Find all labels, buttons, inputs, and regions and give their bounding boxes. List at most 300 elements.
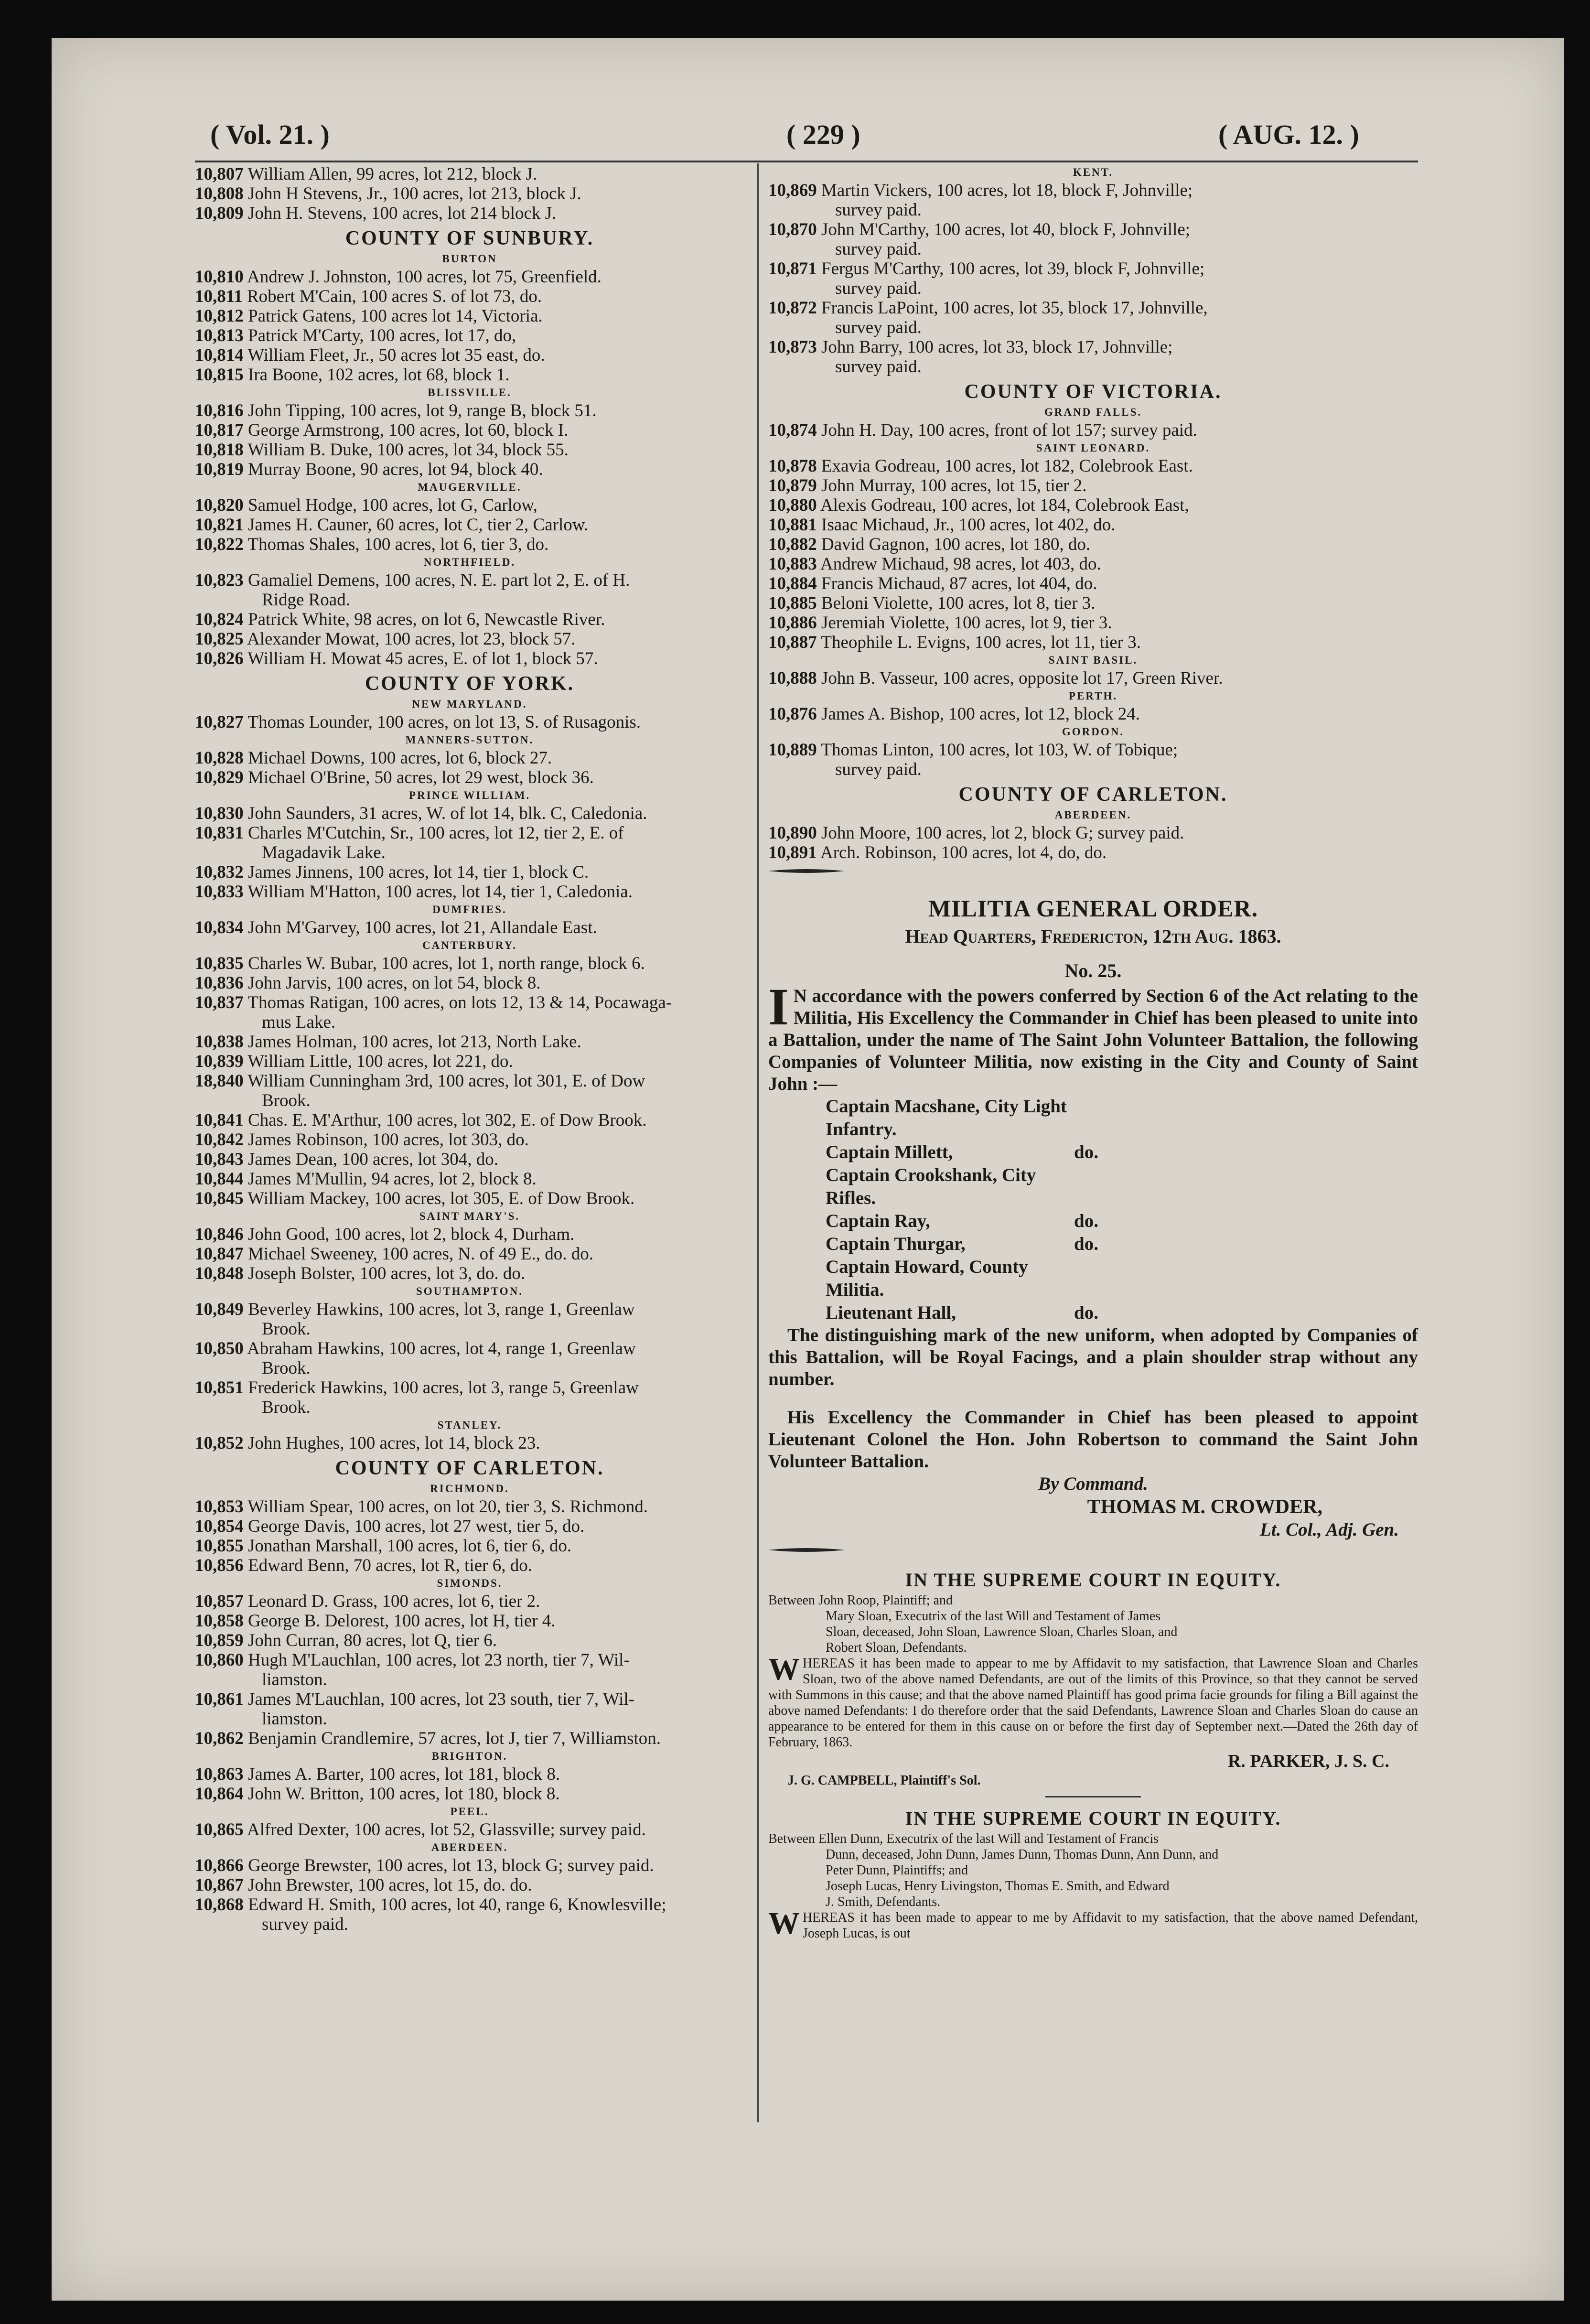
page-number: ( 229 ) xyxy=(786,119,860,150)
entry-number: 10,819 xyxy=(195,460,244,479)
entry-text: Murray Boone, 90 acres, lot 94, block 40. xyxy=(248,460,543,479)
entry-text: Alexander Mowat, 100 acres, lot 23, block 57. xyxy=(247,629,576,649)
parish-heading: GRAND FALLS. xyxy=(1044,406,1142,418)
entry-text: James Dean, 100 acres, lot 304, do. xyxy=(248,1150,499,1169)
entry-number: 10,857 xyxy=(195,1592,244,1611)
entry-number: 10,873 xyxy=(768,337,817,357)
entry-continuation: survey paid. xyxy=(835,279,922,298)
entry-text: Alexis Godreau, 100 acres, lot 184, Colebrook East, xyxy=(820,495,1189,515)
land-grant-entry xyxy=(195,267,744,287)
entry-number: 10,869 xyxy=(768,181,817,200)
entry-text: Charles M'Cutchin, Sr., 100 acres, lot 12, tier 2, E. of xyxy=(248,823,624,843)
land-grant-entry xyxy=(195,204,744,223)
party-line: J. Smith, Defendants. xyxy=(826,1894,941,1909)
land-grant-entry xyxy=(195,184,744,204)
land-grant-entry xyxy=(768,535,1418,554)
entry-text: John Good, 100 acres, lot 2, block 4, Durham. xyxy=(248,1225,575,1244)
company-entry xyxy=(826,1210,1418,1233)
parish-heading: PRINCE WILLIAM. xyxy=(408,789,531,801)
entry-number: 10,820 xyxy=(195,495,244,515)
entry-text: James A. Barter, 100 acres, lot 181, block 8. xyxy=(248,1765,560,1784)
entry-text: George B. Delorest, 100 acres, lot H, tier 4. xyxy=(248,1611,556,1631)
parish-heading: SAINT MARY'S. xyxy=(419,1210,520,1222)
entry-text: John Brewster, 100 acres, lot 15, do. do. xyxy=(248,1875,532,1895)
land-grant-entry xyxy=(768,843,1418,862)
parish-heading: KENT. xyxy=(1073,166,1114,178)
entry-number: 10,859 xyxy=(195,1631,244,1650)
entry-text: Jonathan Marshall, 100 acres, lot 6, tier 6, do. xyxy=(248,1536,572,1556)
land-grant-entry xyxy=(195,882,744,902)
entry-text: Thomas Ratigan, 100 acres, on lots 12, 13 & 14, Pocawaga- xyxy=(247,993,672,1012)
entry-text: Gamaliel Demens, 100 acres, N. E. part lot 2, E. of H. xyxy=(248,570,630,590)
entry-number: 10,868 xyxy=(195,1895,244,1915)
land-grant-entry xyxy=(195,954,744,973)
militia-title: MILITIA GENERAL ORDER. xyxy=(928,895,1258,922)
land-grant-entry xyxy=(195,326,744,345)
entry-number: 10,851 xyxy=(195,1378,244,1398)
entry-continuation: liamston. xyxy=(262,1709,327,1729)
county-heading: COUNTY OF SUNBURY. xyxy=(345,227,594,249)
left-column xyxy=(195,164,744,1934)
entry-continuation: Brook. xyxy=(262,1358,311,1378)
parish-heading: NORTHFIELD. xyxy=(423,556,516,568)
parish-heading: SAINT BASIL. xyxy=(1048,654,1138,666)
entry-number: 10,884 xyxy=(768,574,817,593)
entry-number: 10,824 xyxy=(195,610,244,629)
land-grant-entry xyxy=(195,1433,744,1453)
land-grant-entry xyxy=(195,1169,744,1189)
entry-text: Joseph Bolster, 100 acres, lot 3, do. do. xyxy=(248,1264,526,1283)
land-grant-entry xyxy=(195,495,744,515)
entry-text: Leonard D. Grass, 100 acres, lot 6, tier 2. xyxy=(248,1592,540,1611)
land-grant-entry xyxy=(768,554,1418,574)
entry-text: William M'Hatton, 100 acres, lot 14, tier 1, Caledonia. xyxy=(247,882,633,902)
parish-heading: GORDON. xyxy=(1062,726,1125,738)
land-grant-entry xyxy=(195,460,744,479)
land-grant-entry xyxy=(195,1556,744,1575)
entry-number: 10,864 xyxy=(195,1784,244,1804)
land-grant-entry xyxy=(195,1110,744,1130)
entry-continuation: liamston. xyxy=(262,1670,327,1689)
entry-number: 10,858 xyxy=(195,1611,244,1631)
drop-cap: I xyxy=(768,978,789,1036)
entry-text: Abraham Hawkins, 100 acres, lot 4, range 1, Greenlaw xyxy=(247,1339,636,1358)
entry-text: Ira Boone, 102 acres, lot 68, block 1. xyxy=(248,365,510,385)
entry-text: John H. Day, 100 acres, front of lot 157; survey paid. xyxy=(821,420,1197,440)
entry-text: John M'Carthy, 100 acres, lot 40, block F, Johnville; xyxy=(821,220,1191,239)
land-grant-entry xyxy=(195,306,744,326)
land-grant-entry xyxy=(195,515,744,535)
court-notice-2-body xyxy=(768,1906,1418,1941)
company-name: Captain Crookshank, City Rifles. xyxy=(826,1165,1036,1208)
land-grant-entry xyxy=(195,993,744,1012)
land-grant-entry xyxy=(768,259,1418,279)
party-line: Sloan, deceased, John Sloan, Lawrence Sloan, Charles Sloan, and xyxy=(826,1625,1178,1639)
entry-number: 10,855 xyxy=(195,1536,244,1556)
land-grant-entry xyxy=(195,1497,744,1517)
parish-heading: CANTERBURY. xyxy=(422,939,517,951)
entry-number: 10,862 xyxy=(195,1729,244,1748)
entry-number: 10,889 xyxy=(768,740,817,760)
entry-number: 10,881 xyxy=(768,515,817,535)
entry-text: John Hughes, 100 acres, lot 14, block 23. xyxy=(248,1433,540,1453)
company-name: Captain Ray, xyxy=(826,1211,930,1231)
entry-text: James M'Lauchlan, 100 acres, lot 23 south, tier 7, Wil- xyxy=(248,1689,635,1709)
militia-paragraph-3: His Excellency the Commander in Chief has been pleased to appoint Lieutenant Colonel the Hon. John Robertson to command the Saint John Volunteer Battalion. xyxy=(768,1407,1418,1472)
entry-text: Michael Downs, 100 acres, lot 6, block 27. xyxy=(248,748,552,768)
entry-text: Theophile L. Evigns, 100 acres, lot 11, tier 3. xyxy=(821,633,1141,652)
land-grant-entry xyxy=(195,401,744,420)
entry-number: 10,831 xyxy=(195,823,244,843)
entry-number: 10,888 xyxy=(768,668,817,688)
entry-number: 10,814 xyxy=(195,345,244,365)
entry-text: William Allen, 99 acres, lot 212, block J. xyxy=(247,164,537,184)
parish-heading: MAUGERVILLE. xyxy=(418,481,522,493)
entry-text: Patrick Gatens, 100 acres lot 14, Victoria. xyxy=(248,306,543,326)
entry-number: 18,840 xyxy=(195,1071,244,1091)
entry-text: Exavia Godreau, 100 acres, lot 182, Colebrook East. xyxy=(821,456,1193,476)
parish-heading: MANNERS-SUTTON. xyxy=(405,734,534,746)
parish-heading: ABERDEEN. xyxy=(1054,809,1132,821)
entry-text: Benjamin Crandlemire, 57 acres, lot J, tier 7, Williamston. xyxy=(248,1729,661,1748)
entry-number: 10,883 xyxy=(768,554,817,574)
entry-text: Beverley Hawkins, 100 acres, lot 3, range 1, Greenlaw xyxy=(248,1300,635,1319)
entry-number: 10,844 xyxy=(195,1169,244,1189)
court-notice-2-title: IN THE SUPREME COURT IN EQUITY. xyxy=(905,1808,1281,1829)
entry-number: 10,826 xyxy=(195,649,244,668)
entry-number: 10,817 xyxy=(195,420,244,440)
entry-number: 10,813 xyxy=(195,326,244,345)
entry-text: Michael Sweeney, 100 acres, N. of 49 E., do. do. xyxy=(248,1244,594,1264)
entry-text: John B. Vasseur, 100 acres, opposite lot 17, Green River. xyxy=(821,668,1223,688)
land-grant-entry xyxy=(195,1856,744,1875)
company-name: Captain Macshane, City Light Infantry. xyxy=(826,1096,1067,1140)
land-grant-entry xyxy=(195,345,744,365)
land-grant-entry xyxy=(768,613,1418,633)
entry-number: 10,854 xyxy=(195,1517,244,1536)
entry-text: John H. Stevens, 100 acres, lot 214 block J. xyxy=(248,204,557,223)
land-grant-entry xyxy=(195,1650,744,1670)
entry-number: 10,863 xyxy=(195,1765,244,1784)
entry-text: Samuel Hodge, 100 acres, lot G, Carlow, xyxy=(248,495,537,515)
entry-number: 10,878 xyxy=(768,456,817,476)
entry-number: 10,887 xyxy=(768,633,817,652)
company-list xyxy=(768,1095,1418,1324)
entry-text: Michael O'Brine, 50 acres, lot 29 west, block 36. xyxy=(248,768,594,787)
parish-heading: DUMFRIES. xyxy=(432,904,507,915)
entry-number: 10,825 xyxy=(195,629,244,649)
entry-number: 10,856 xyxy=(195,1556,244,1575)
party-line: Joseph Lucas, Henry Livingston, Thomas E. Smith, and Edward xyxy=(826,1879,1170,1894)
entry-number: 10,842 xyxy=(195,1130,244,1150)
entry-text: James H. Cauner, 60 acres, lot C, tier 2, Carlow. xyxy=(248,515,589,535)
parish-heading: PEEL. xyxy=(450,1806,489,1818)
land-grant-entry xyxy=(768,476,1418,495)
volume-header: ( Vol. 21. ) xyxy=(210,119,330,150)
entry-number: 10,807 xyxy=(195,164,244,184)
entry-number: 10,808 xyxy=(195,184,244,204)
entry-number: 10,810 xyxy=(195,267,244,287)
entry-continuation: Ridge Road. xyxy=(262,590,350,610)
county-heading: COUNTY OF CARLETON. xyxy=(335,1457,604,1479)
divider-line xyxy=(1045,1796,1141,1801)
land-grant-entry xyxy=(768,593,1418,613)
entry-number: 10,839 xyxy=(195,1052,244,1071)
county-heading: COUNTY OF VICTORIA. xyxy=(964,381,1222,403)
entry-text: John Tipping, 100 acres, lot 9, range B, block 51. xyxy=(248,401,597,420)
land-grant-entry xyxy=(195,1517,744,1536)
entry-number: 10,822 xyxy=(195,535,244,554)
gazette-page xyxy=(52,38,1564,2301)
land-grant-entry xyxy=(195,1895,744,1915)
land-grant-entry xyxy=(195,1592,744,1611)
entry-number: 10,880 xyxy=(768,495,817,515)
land-grant-entry xyxy=(195,365,744,385)
court-notice-1-parties xyxy=(768,1592,1418,1656)
company-entry xyxy=(826,1256,1418,1302)
entry-number: 10,830 xyxy=(195,804,244,823)
land-grant-entry xyxy=(768,337,1418,357)
entry-text: Jeremiah Violette, 100 acres, lot 9, tier 3. xyxy=(821,613,1112,633)
entry-text: Alfred Dexter, 100 acres, lot 52, Glassville; survey paid. xyxy=(247,1820,646,1840)
company-name: Captain Thurgar, xyxy=(826,1234,966,1254)
party-line: Between Ellen Dunn, Executrix of the last Will and Testament of Francis xyxy=(768,1831,1159,1846)
company-entry xyxy=(826,1164,1418,1210)
entry-number: 10,879 xyxy=(768,476,817,495)
entry-text: George Armstrong, 100 acres, lot 60, block I. xyxy=(248,420,569,440)
land-grant-entry xyxy=(195,649,744,668)
land-grant-entry xyxy=(195,1378,744,1398)
land-grant-entry xyxy=(768,823,1418,843)
land-grant-entry xyxy=(195,748,744,768)
drop-cap: W xyxy=(768,1652,800,1687)
entry-number: 10,853 xyxy=(195,1497,244,1517)
land-grant-entry xyxy=(768,456,1418,476)
entry-number: 10,835 xyxy=(195,954,244,973)
entry-text: Patrick M'Carty, 100 acres, lot 17, do, xyxy=(248,326,516,345)
land-grant-entry xyxy=(195,1189,744,1208)
court-notice-2-text: HEREAS it has been made to appear to me by Affidavit to my satisfaction, that the above named Defendant, Joseph Lucas, is out xyxy=(803,1910,1418,1941)
entry-text: William Fleet, Jr., 50 acres lot 35 east, do. xyxy=(247,345,545,365)
land-grant-entry xyxy=(195,610,744,629)
county-heading: COUNTY OF CARLETON. xyxy=(958,784,1228,806)
land-grant-entry xyxy=(768,668,1418,688)
land-grant-entry xyxy=(195,629,744,649)
entry-number: 10,874 xyxy=(768,420,817,440)
entry-number: 10,886 xyxy=(768,613,817,633)
land-grant-entry xyxy=(195,1729,744,1748)
entry-number: 10,866 xyxy=(195,1856,244,1875)
court-notice-2-parties xyxy=(768,1831,1418,1910)
entry-text: Frederick Hawkins, 100 acres, lot 3, range 5, Greenlaw xyxy=(248,1378,639,1398)
entry-number: 10,838 xyxy=(195,1032,244,1052)
by-command: By Command. xyxy=(1038,1474,1148,1494)
entry-text: John Saunders, 31 acres, W. of lot 14, blk. C, Caledonia. xyxy=(248,804,647,823)
entry-number: 10,843 xyxy=(195,1150,244,1169)
entry-number: 10,821 xyxy=(195,515,244,535)
entry-text: Martin Vickers, 100 acres, lot 18, block F, Johnville; xyxy=(821,181,1193,200)
entry-text: Isaac Michaud, Jr., 100 acres, lot 402, do. xyxy=(821,515,1116,535)
entry-text: William H. Mowat 45 acres, E. of lot 1, block 57. xyxy=(247,649,598,668)
entry-number: 10,871 xyxy=(768,259,817,279)
party-line: Mary Sloan, Executrix of the last Will and Testament of James xyxy=(826,1609,1161,1624)
party-line: Dunn, deceased, John Dunn, James Dunn, Thomas Dunn, Ann Dunn, and xyxy=(826,1847,1219,1862)
entry-continuation: survey paid. xyxy=(835,357,922,377)
company-ditto: do. xyxy=(1074,1142,1098,1162)
entry-number: 10,847 xyxy=(195,1244,244,1264)
parish-heading: PERTH. xyxy=(1068,690,1118,702)
parish-heading: SAINT LEONARD. xyxy=(1036,442,1150,454)
column-divider xyxy=(757,163,759,2122)
entry-number: 10,848 xyxy=(195,1264,244,1283)
company-name: Lieutenant Hall, xyxy=(826,1302,956,1323)
entry-number: 10,833 xyxy=(195,882,244,902)
date-header: ( AUG. 12. ) xyxy=(1218,119,1359,150)
entry-text: Fergus M'Carthy, 100 acres, lot 39, block F, Johnville; xyxy=(821,259,1205,279)
entry-text: David Gagnon, 100 acres, lot 180, do. xyxy=(821,535,1091,554)
entry-text: William Cunningham 3rd, 100 acres, lot 301, E. of Dow xyxy=(247,1071,645,1091)
right-column xyxy=(768,164,1418,1941)
entry-number: 10,815 xyxy=(195,365,244,385)
entry-continuation: mus Lake. xyxy=(262,1012,336,1032)
land-grant-entry xyxy=(195,1300,744,1319)
entry-number: 10,891 xyxy=(768,843,817,862)
entry-number: 10,816 xyxy=(195,401,244,420)
company-entry xyxy=(826,1141,1418,1164)
land-grant-entry xyxy=(195,804,744,823)
entry-number: 10,849 xyxy=(195,1300,244,1319)
ornament-divider xyxy=(768,867,845,875)
land-grant-entry xyxy=(195,1631,744,1650)
company-ditto: do. xyxy=(1074,1211,1098,1231)
entry-text: William Spear, 100 acres, on lot 20, tier 3, S. Richmond. xyxy=(247,1497,648,1517)
entry-text: James Robinson, 100 acres, lot 303, do. xyxy=(248,1130,529,1150)
land-grant-entry xyxy=(768,220,1418,239)
entry-number: 10,845 xyxy=(195,1189,244,1208)
entry-text: Francis Michaud, 87 acres, lot 404, do. xyxy=(821,574,1097,593)
entry-number: 10,832 xyxy=(195,862,244,882)
land-grant-entry xyxy=(195,1150,744,1169)
parish-heading: STANLEY. xyxy=(437,1419,502,1431)
entry-number: 10,870 xyxy=(768,220,817,239)
land-grant-entry xyxy=(195,1244,744,1264)
land-grant-entry xyxy=(195,440,744,460)
party-line: Peter Dunn, Plaintiffs; and xyxy=(826,1863,968,1878)
land-grant-entry xyxy=(195,1875,744,1895)
land-grant-entry xyxy=(768,740,1418,760)
entry-number: 10,846 xyxy=(195,1225,244,1244)
entry-text: John M'Garvey, 100 acres, lot 21, Allandale East. xyxy=(248,918,597,937)
entry-number: 10,837 xyxy=(195,993,244,1012)
entry-continuation: survey paid. xyxy=(835,239,922,259)
entry-text: Beloni Violette, 100 acres, lot 8, tier 3. xyxy=(821,593,1096,613)
entry-number: 10,812 xyxy=(195,306,244,326)
land-grant-entry xyxy=(195,1071,744,1091)
entry-number: 10,823 xyxy=(195,570,244,590)
entry-text: Edward H. Smith, 100 acres, lot 40, range 6, Knowlesville; xyxy=(248,1895,666,1915)
court-notice-1-title: IN THE SUPREME COURT IN EQUITY. xyxy=(905,1569,1281,1591)
land-grant-entry xyxy=(768,633,1418,652)
land-grant-entry xyxy=(195,823,744,843)
party-line: Between John Roop, Plaintiff; and xyxy=(768,1593,953,1608)
order-number: No. 25. xyxy=(1064,960,1122,981)
entry-continuation: survey paid. xyxy=(835,760,922,779)
land-grant-entry xyxy=(195,1225,744,1244)
entry-number: 10,852 xyxy=(195,1433,244,1453)
entry-continuation: Brook. xyxy=(262,1398,311,1417)
entry-continuation: Brook. xyxy=(262,1091,311,1110)
entry-text: Robert M'Cain, 100 acres S. of lot 73, do. xyxy=(247,287,542,306)
entry-text: James Holman, 100 acres, lot 213, North Lake. xyxy=(248,1032,581,1052)
entry-continuation: Brook. xyxy=(262,1319,311,1339)
militia-paragraph-1-text: N accordance with the powers conferred by Section 6 of the Act relating to the Militia, His Excellency the Commander in Chief has been pleased to unite into a Battalion, under the name of The Saint John Volunteer Battalion, the following Companies of Volunteer Militia, now existing in the City and County of Saint John :— xyxy=(768,986,1418,1094)
parish-heading: SIMONDS. xyxy=(437,1577,503,1589)
party-line: Robert Sloan, Defendants. xyxy=(826,1640,967,1655)
entry-text: Andrew J. Johnston, 100 acres, lot 75, Greenfield. xyxy=(247,267,602,287)
entry-number: 10,841 xyxy=(195,1110,244,1130)
court-notice-1-text: HEREAS it has been made to appear to me by Affidavit to my satisfaction, that Lawrence Sloan and Charles Sloan, two of the above named Defendants, are out of the limits of this Province, so that they cannot be served with Summons in this cause; and that the above named Plaintiff has good prima facie grounds for filing a Bill against the above named Defendants: I do therefore order that the said Defendants, Lawrence Sloan and Charles Sloan do cause an appearance to be entered for them in this cause on or before the first day of September next.—Dated the 26th day of February, 1863. xyxy=(768,1656,1418,1750)
entry-text: John Jarvis, 100 acres, on lot 54, block 8. xyxy=(248,973,541,993)
land-grant-entry xyxy=(195,1765,744,1784)
entry-text: Edward Benn, 70 acres, lot R, tier 6, do. xyxy=(248,1556,532,1575)
header-rule xyxy=(195,161,1418,162)
land-grant-entry xyxy=(195,862,744,882)
land-grant-entry xyxy=(768,420,1418,440)
company-ditto: do. xyxy=(1074,1234,1098,1254)
land-grant-entry xyxy=(195,1339,744,1358)
entry-text: William B. Duke, 100 acres, lot 34, block 55. xyxy=(247,440,569,460)
parish-heading: ABERDEEN. xyxy=(431,1841,508,1853)
signer-title: Lt. Col., Adj. Gen. xyxy=(1259,1519,1399,1540)
entry-text: Thomas Shales, 100 acres, lot 6, tier 3, do. xyxy=(247,535,549,554)
land-grant-entry xyxy=(195,535,744,554)
entry-text: John Barry, 100 acres, lot 33, block 17, Johnville; xyxy=(821,337,1173,357)
entry-number: 10,890 xyxy=(768,823,817,843)
entry-number: 10,876 xyxy=(768,704,817,724)
land-grant-entry xyxy=(195,1032,744,1052)
entry-continuation: Magadavik Lake. xyxy=(262,843,386,862)
county-heading: COUNTY OF YORK. xyxy=(365,673,575,695)
entry-text: William Mackey, 100 acres, lot 305, E. of Dow Brook. xyxy=(247,1189,635,1208)
militia-paragraph-1 xyxy=(768,978,1418,1095)
company-entry xyxy=(826,1233,1418,1256)
land-grant-entry xyxy=(768,298,1418,318)
land-grant-entry xyxy=(195,1264,744,1283)
entry-continuation: survey paid. xyxy=(835,200,922,220)
solicitor: J. G. CAMPBELL, Plaintiff's Sol. xyxy=(787,1773,981,1788)
entry-text: John Curran, 80 acres, lot Q, tier 6. xyxy=(248,1631,497,1650)
land-grant-entry xyxy=(195,1611,744,1631)
entry-number: 10,865 xyxy=(195,1820,244,1840)
land-grant-entry xyxy=(195,420,744,440)
land-grant-entry xyxy=(768,495,1418,515)
land-grant-entry xyxy=(195,287,744,306)
entry-text: James Jinnens, 100 acres, lot 14, tier 1, block C. xyxy=(248,862,589,882)
land-grant-entry xyxy=(195,570,744,590)
entry-text: Charles W. Bubar, 100 acres, lot 1, north range, block 6. xyxy=(248,954,645,973)
entry-text: John Moore, 100 acres, lot 2, block G; survey paid. xyxy=(821,823,1184,843)
entry-number: 10,834 xyxy=(195,918,244,937)
entry-text: Francis LaPoint, 100 acres, lot 35, block 17, Johnville, xyxy=(821,298,1208,318)
land-grant-entry xyxy=(195,1130,744,1150)
entry-text: James M'Mullin, 94 acres, lot 2, block 8. xyxy=(248,1169,537,1189)
entry-text: John H Stevens, Jr., 100 acres, lot 213, block J. xyxy=(248,184,581,204)
land-grant-entry xyxy=(195,973,744,993)
entry-number: 10,809 xyxy=(195,204,244,223)
land-grant-entry xyxy=(195,768,744,787)
entry-number: 10,811 xyxy=(195,287,243,306)
entry-number: 10,867 xyxy=(195,1875,244,1895)
